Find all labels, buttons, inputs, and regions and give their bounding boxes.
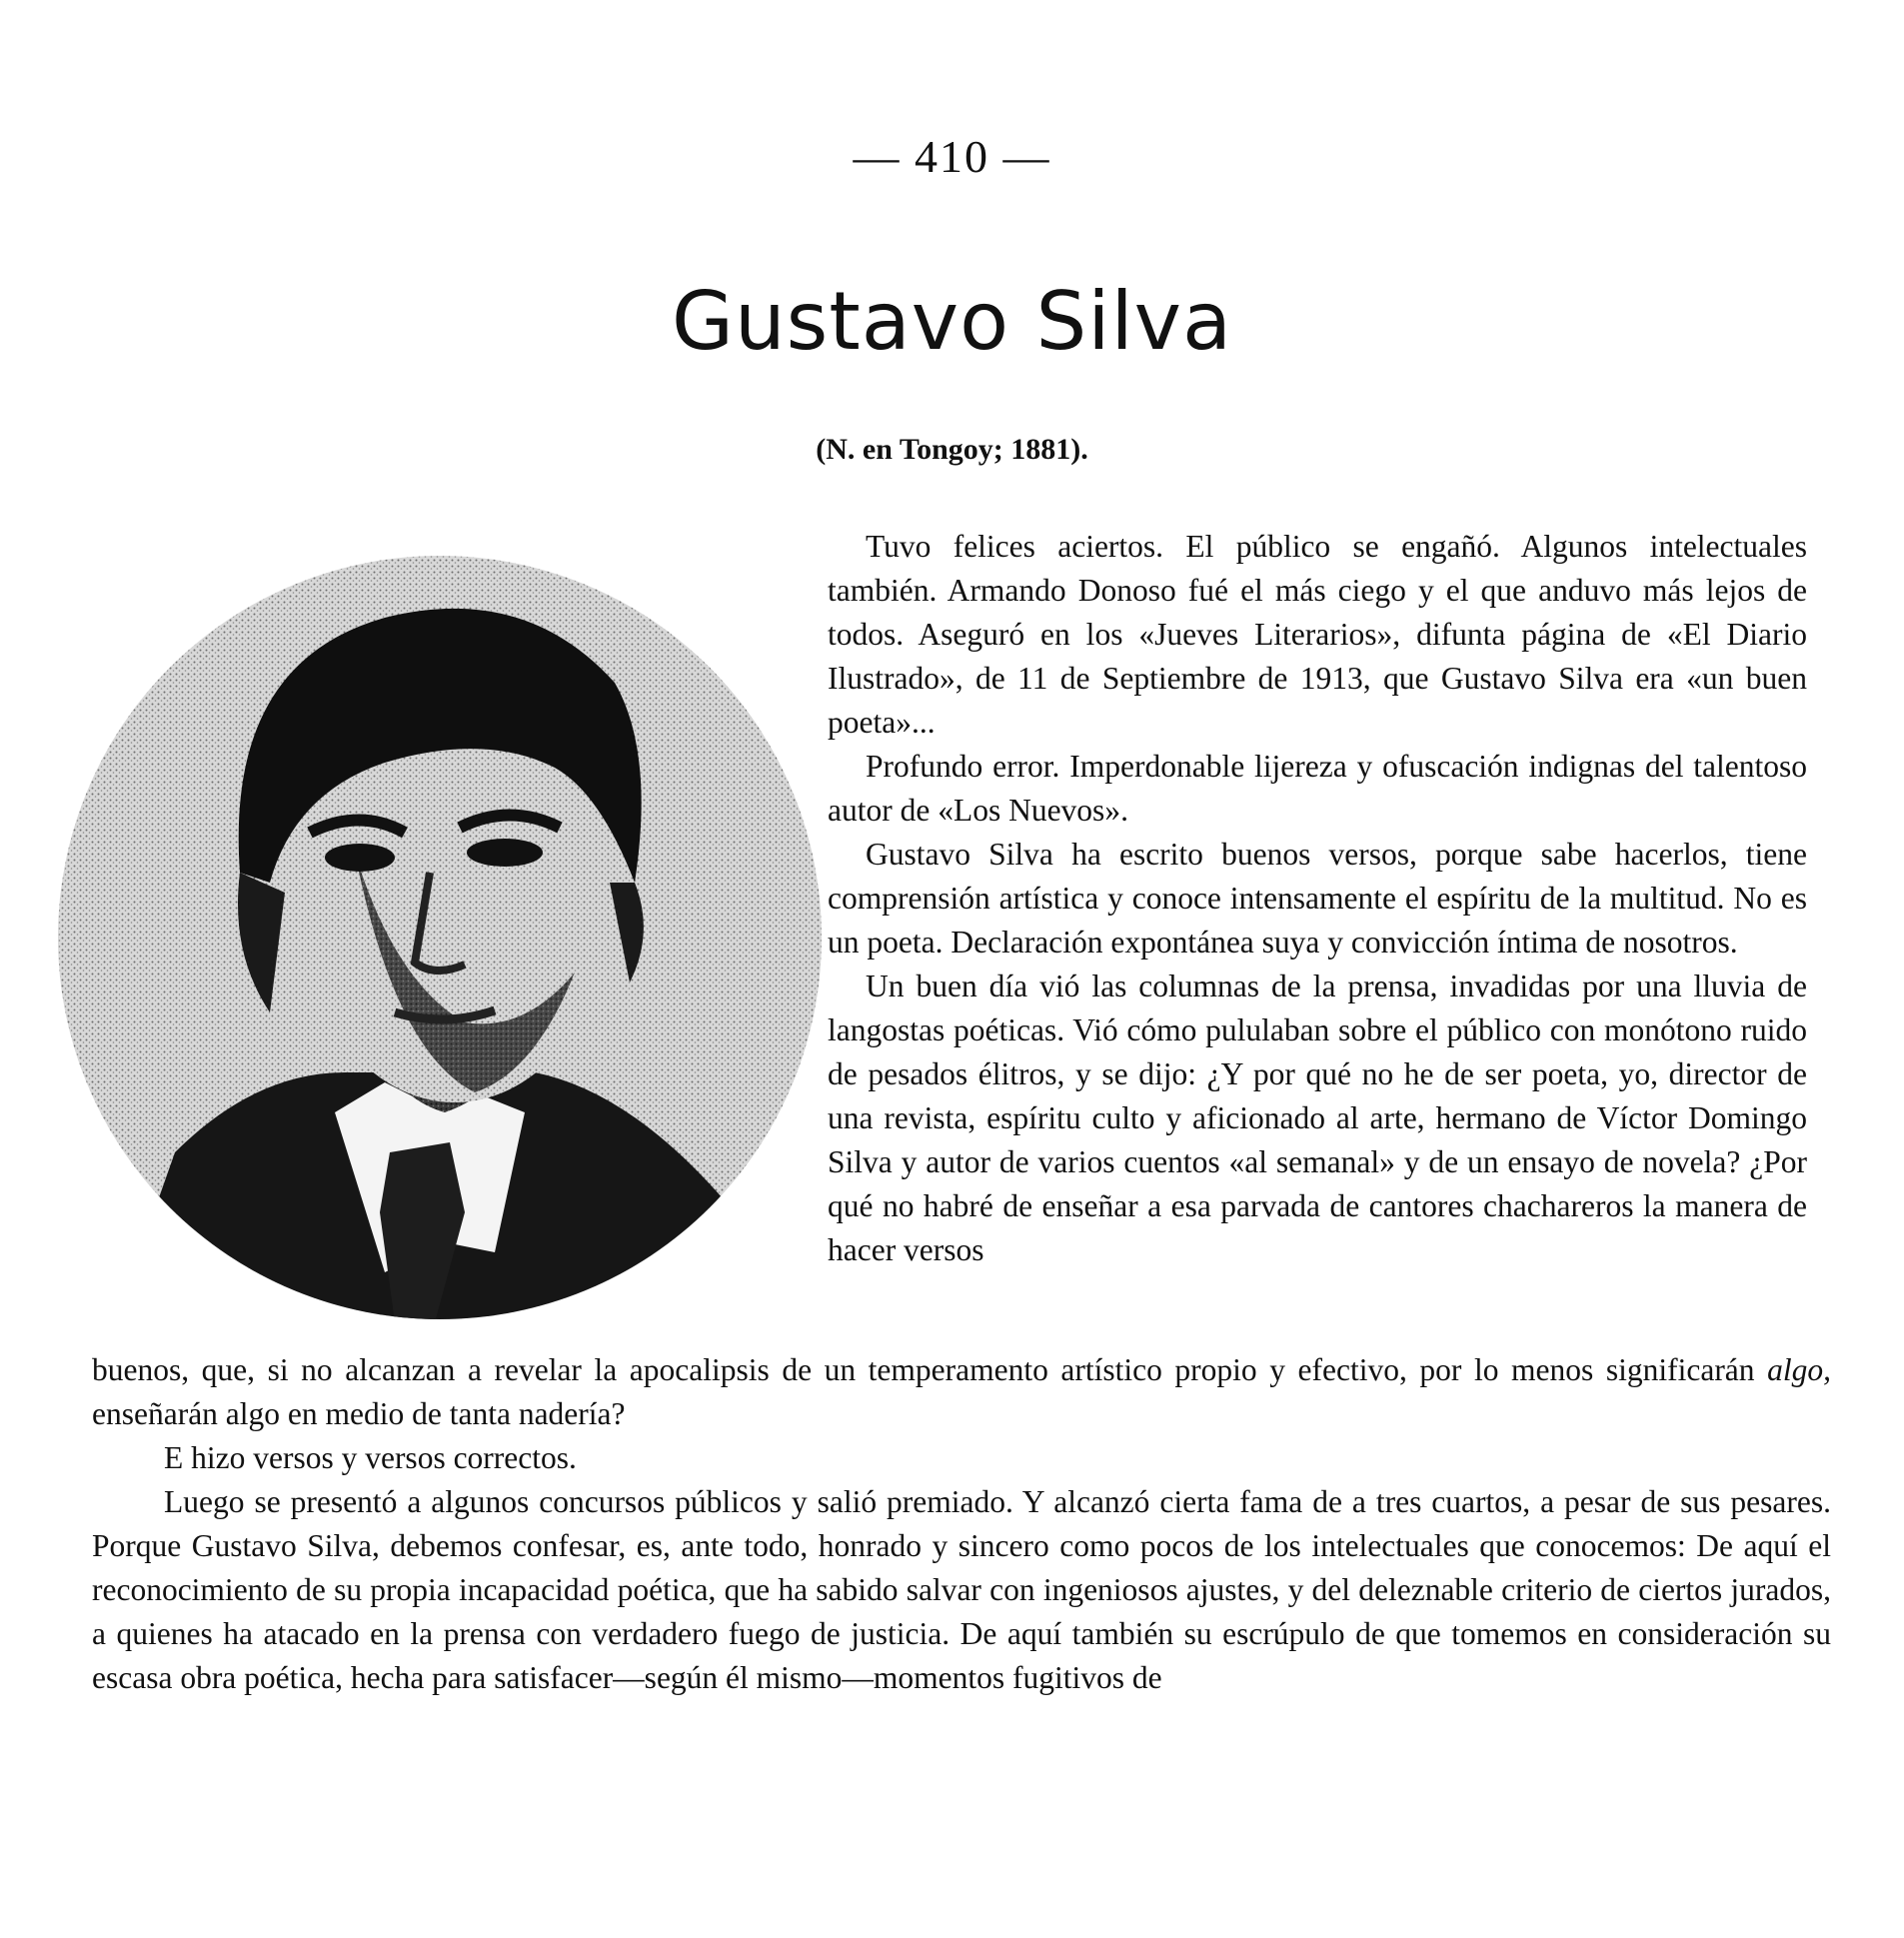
italic-word: algo, bbox=[1767, 1352, 1831, 1387]
continuation-text: buenos, que, si no alcanzan a revelar la apocalipsis de un temperamento artístico propio y efectivo, por lo menos significarán bbox=[92, 1352, 1768, 1387]
portrait-photo-icon bbox=[55, 553, 825, 1322]
paragraph: Tuvo felices aciertos. El público se engañó. Algunos intelectuales también. Armando Donoso fué el más ciego y el que anduvo más lejos de todos. Aseguró en los «Jueves Literarios», difunta página de «El Diario Ilustrado», de 11 de Septiembre de 1913, que Gustavo Silva era «un buen poeta»... bbox=[828, 529, 1807, 740]
paragraph: Luego se presentó a algunos concursos públicos y salió premiado. Y alcanzó cierta fama de a tres cuartos, a pesar de sus pesares. Porque Gustavo Silva, debemos confesar, es, ante todo, honrado y sincero como pocos de los intelectuales que conocemos: De aquí el reconocimiento de su propia incapacidad poética, que ha sabido salvar con ingeniosos ajustes, y del deleznable criterio de ciertos jurados, a quienes ha atacado en la prensa con verdadero fuego de justicia. De aquí también su escrúpulo de que tomemos en consideración su escasa obra poética, hecha para satisfacer—según él mismo—momentos fugitivos de bbox=[92, 1484, 1831, 1695]
paragraph-continuation bbox=[92, 1348, 1831, 1436]
birth-note: (N. en Tongoy; 1881). bbox=[816, 433, 1088, 466]
paragraph: Profundo error. Imperdonable lijereza y ofuscación indignas del talentoso autor de «Los Nuevos». bbox=[828, 749, 1807, 828]
continuation-text-end: enseñarán algo en medio de tanta nadería? bbox=[92, 1396, 626, 1431]
page-number: — 410 — bbox=[853, 131, 1051, 182]
full-width-text bbox=[92, 1348, 1831, 1700]
paragraph: Gustavo Silva ha escrito buenos versos, porque sabe hacerlos, tiene comprensión artística y conoce intensamente el espíritu de la multitud. No es un poeta. Declaración expontánea suya y convicción íntima de nosotros. bbox=[828, 837, 1807, 960]
paragraph: E hizo versos y versos correctos. bbox=[164, 1440, 577, 1475]
paragraph: Un buen día vió las columnas de la prensa, invadidas por una lluvia de langostas poéticas. Vió cómo pululaban sobre el público con monótono ruido de pesados élitros, y se dijo: ¿Y por qué no he de ser poeta, yo, director de una revista, espíritu culto y aficionado al arte, hermano de Víctor Domingo Silva y autor de varios cuentos «al semanal» y de un ensayo de novela? ¿Por qué no habré de enseñar a esa parvada de cantores chachareros la manera de hacer versos bbox=[828, 969, 1807, 1267]
page-title: Gustavo Silva bbox=[671, 275, 1233, 368]
right-column-text bbox=[828, 525, 1807, 1272]
